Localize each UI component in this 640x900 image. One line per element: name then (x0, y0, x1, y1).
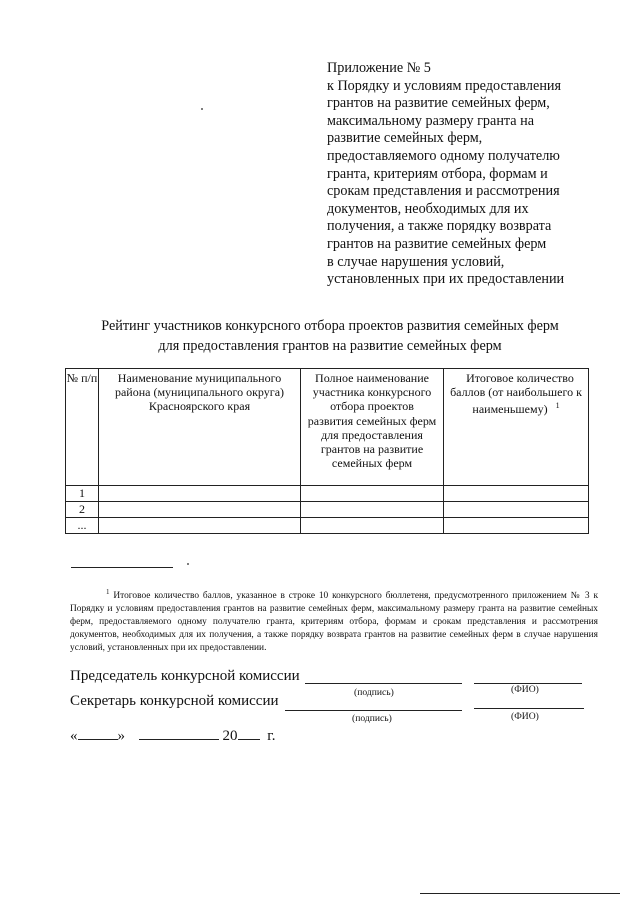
scan-speck (187, 563, 189, 565)
appendix-line: максимальному размеру гранта на (327, 112, 535, 129)
header-participant: Полное наименование участника конкурсного отбора проектов развития семейных ферм для предоставления грантов на развитие семейных ферм (301, 369, 444, 486)
date-month-blank[interactable] (139, 727, 219, 740)
appendix-line: в случае нарушения условий, (327, 253, 505, 270)
table-cell: 2 (66, 502, 99, 518)
date-day-blank[interactable] (78, 727, 118, 740)
chairman-name-caption: (ФИО) (511, 684, 539, 695)
table-cell[interactable] (444, 518, 589, 534)
appendix-line: к Порядку и условиям предоставления (327, 77, 562, 94)
table-cell[interactable] (99, 486, 301, 502)
appendix-line: установленных при их предоставлении (327, 271, 565, 288)
appendix-line: развитие семейных ферм, (327, 130, 483, 147)
appendix-line: грантов на развитие семейных ферм (327, 235, 547, 252)
date-open-quote: « (70, 728, 78, 744)
secretary-name-line[interactable] (474, 708, 584, 709)
appendix-line: Приложение № 5 (327, 60, 431, 76)
rating-table (65, 368, 589, 534)
secretary-label: Секретарь конкурсной комиссии (70, 693, 279, 709)
table-row (66, 518, 589, 534)
chairman-signature-caption: (подпись) (354, 687, 394, 698)
date-row (70, 727, 275, 745)
secretary-name-caption: (ФИО) (511, 711, 539, 722)
secretary-signature-line[interactable] (285, 710, 462, 711)
table-cell: ... (66, 518, 99, 534)
table-row (66, 502, 589, 518)
table-row (66, 486, 589, 502)
date-year-blank[interactable] (238, 727, 260, 740)
table-header-row (66, 369, 589, 486)
table-cell: 1 (66, 486, 99, 502)
table-cell[interactable] (301, 486, 444, 502)
table-cell[interactable] (444, 502, 589, 518)
header-number: № п/п (66, 369, 99, 486)
date-year-prefix: 20 (222, 728, 238, 744)
header-municipality: Наименование муниципального района (муниципального округа) Красноярского края (99, 369, 301, 486)
secretary-signature-caption: (подпись) (352, 713, 392, 724)
appendix-line: срокам представления и рассмотрения (327, 183, 560, 200)
header-footnote-mark: 1 (555, 401, 560, 411)
header-score: Итоговое количество баллов (от наибольшего к наименьшему) $^1$ (444, 369, 589, 486)
title-line-2: для предоставления грантов на развитие семейных ферм (158, 338, 502, 354)
footnote-text: Итоговое количество баллов, указанное в строке 10 конкурсного бюллетеня, предусмотренного приложением № 3 к Порядку и условиям предоставления грантов на развитие семейных ферм, максимальному размеру гранта на развитие семейных ферм, предоставляемого одному получателю гранта, критериям отбора, формам и срокам представления и рассмотрения документов, необходимых для их получения, а также порядку возврата грантов на развитие семейных ферм в случае нарушения условий, установленных при их предоставлении. (70, 591, 599, 654)
footnote-divider (71, 567, 173, 568)
table-cell[interactable] (99, 502, 301, 518)
date-close-quote: » (117, 728, 125, 744)
footnote (70, 586, 598, 655)
appendix-line: грантов на развитие семейных ферм, (327, 95, 550, 112)
appendix-line: получения, а также порядку возврата (327, 218, 552, 235)
date-year-suffix: г. (267, 728, 276, 744)
scan-speck (201, 108, 203, 110)
table-cell[interactable] (99, 518, 301, 534)
title-line-1: Рейтинг участников конкурсного отбора проектов развития семейных ферм (101, 318, 559, 334)
footnote-mark: 1 (106, 588, 110, 596)
table-cell[interactable] (444, 486, 589, 502)
appendix-line: гранта, критериям отбора, формам и (327, 165, 548, 182)
table-body (66, 486, 589, 534)
document-title (60, 316, 600, 356)
table-cell[interactable] (301, 518, 444, 534)
appendix-header (327, 60, 617, 289)
appendix-line: предоставляемого одному получателю (327, 147, 560, 164)
chairman-signature-line[interactable] (305, 683, 462, 684)
chairman-label: Председатель конкурсной комиссии (70, 668, 300, 684)
bottom-divider (420, 893, 620, 894)
table-cell[interactable] (301, 502, 444, 518)
appendix-line: документов, необходимых для их (327, 200, 529, 217)
